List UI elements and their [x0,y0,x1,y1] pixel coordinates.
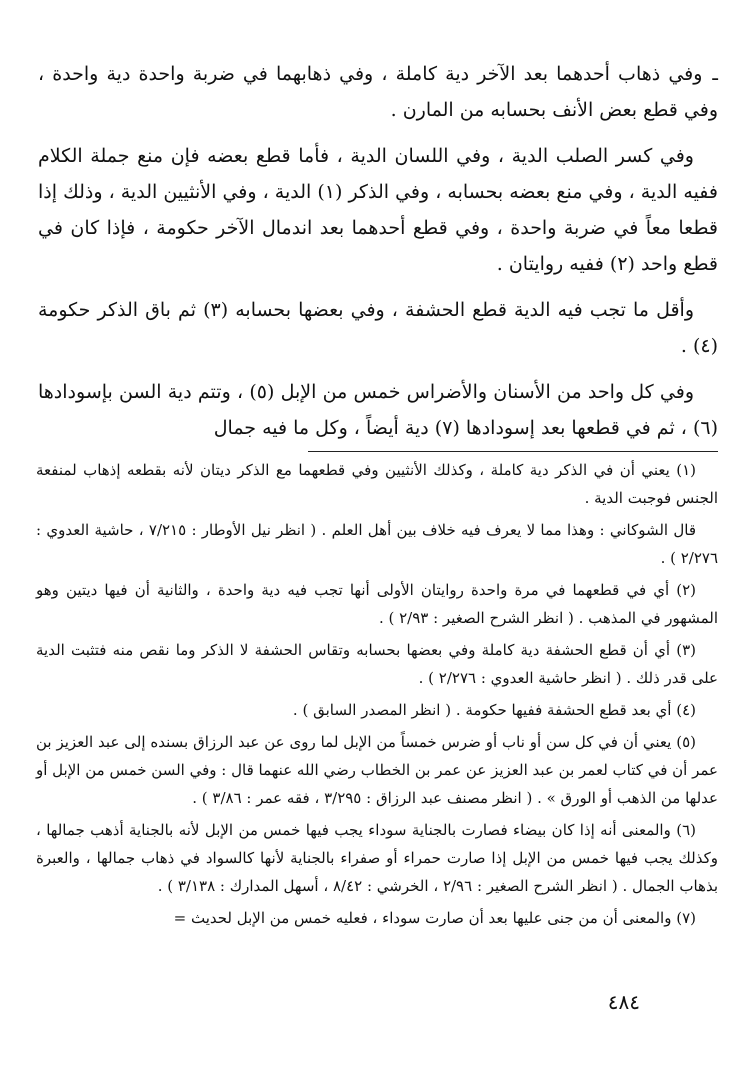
footnote-4: (٤) أي بعد قطع الحشفة ففيها حكومة . ( انظر المصدر السابق ) . [292,701,696,719]
footnotes [36,456,718,936]
footnote-7: (٧) والمعنى أن من جنى عليها بعد أن صارت سوداء ، فعليه خمس من الإبل لحديث = [173,909,696,927]
page-number: ٤٨٤ [607,990,640,1014]
continuation-dash: ـ [712,63,718,85]
body-paragraph-1-text: وفي ذهاب أحدهما بعد الآخر دية كاملة ، وفي ذهابهما في ضربة واحدة دية واحدة ، وفي قطع بعض الأنف بحسابه من المارن . [38,63,718,121]
footnote-1-continued: قال الشوكاني : وهذا مما لا يعرف فيه خلاف بين أهل العلم . ( انظر نيل الأوطار : ٧/٢١٥ ، حاشية العدوي : ٢/٢٧٦ ) . [36,521,718,567]
body-paragraph-1 [38,56,718,128]
body-paragraph-3: وأقل ما تجب فيه الدية قطع الحشفة ، وفي بعضها بحسابه (٣) ثم باق الذكر حكومة (٤) . [38,299,718,357]
footnote-2: (٢) أي في قطعهما في مرة واحدة روايتان الأولى أنها تجب فيه دية واحدة ، والثانية أن فيها ديتين وهو المشهور في المذهب . ( انظر الشرح الصغير : ٢/٩٣ ) . [36,581,718,627]
footnote-6: (٦) والمعنى أنه إذا كان بيضاء فصارت بالجناية سوداء يجب فيها خمس من الإبل لأنه بالجناية أذهب جمالها ، وكذلك يجب فيها خمس من الإبل إذا صارت حمراء أو صفراء بالجناية لأنها كالسواد في ذهاب جمالها ، والعبرة بذهاب الجمال . ( انظر الشرح الصغير : ٢/٩٦ ، الخرشي : ٨/٤٢ ، أسهل المدارك : ٣/١٣٨ ) . [36,821,718,895]
footnote-3: (٣) أي أن قطع الحشفة دية كاملة وفي بعضها بحسابه وتقاس الحشفة لا الذكر وما نقص منه فتثبت الدية على قدر ذلك . ( انظر حاشية العدوي : ٢/٢٧٦ ) . [36,641,718,687]
footnote-separator [308,451,718,452]
footnote-1: (١) يعني أن في الذكر دية كاملة ، وكذلك الأنثيين وفي قطعهما مع الذكر ديتان لأنه بقطعه إذهاب لمنفعة الجنس فوجبت الدية . [36,461,718,507]
footnote-5: (٥) يعني أن في كل سن أو ناب أو ضرس خمساً من الإبل لما روى عن عبد الرزاق بسنده إلى عبد العزيز بن عمر أن في كتاب لعمر بن عبد العزيز عن عمر بن الخطاب رضي الله عنهما قال : وفي السن خمس من الإبل أو عدلها من الذهب أو الورق » . ( انظر مصنف عبد الرزاق : ٣/٢٩٥ ، فقه عمر : ٣/٨٦ ) . [36,733,718,807]
body-paragraph-2: وفي كسر الصلب الدية ، وفي اللسان الدية ، فأما قطع بعضه فإن منع جملة الكلام ففيه الدية ، وفي منع بعضه بحسابه ، وفي الذكر (١) الدية ، وفي الأنثيين الدية ، وذلك إذا قطعا معاً في ضربة واحدة ، وفي قطع أحدهما بعد اندمال الآخر حكومة ، فإذا كان في قطع واحد (٢) ففيه روايتان . [38,145,718,275]
body-paragraph-4: وفي كل واحد من الأسنان والأضراس خمس من الإبل (٥) ، وتتم دية السن بإسودادها (٦) ، ثم في قطعها بعد إسودادها (٧) دية أيضاً ، وكل ما فيه جمال [38,381,718,439]
main-text [38,56,718,456]
